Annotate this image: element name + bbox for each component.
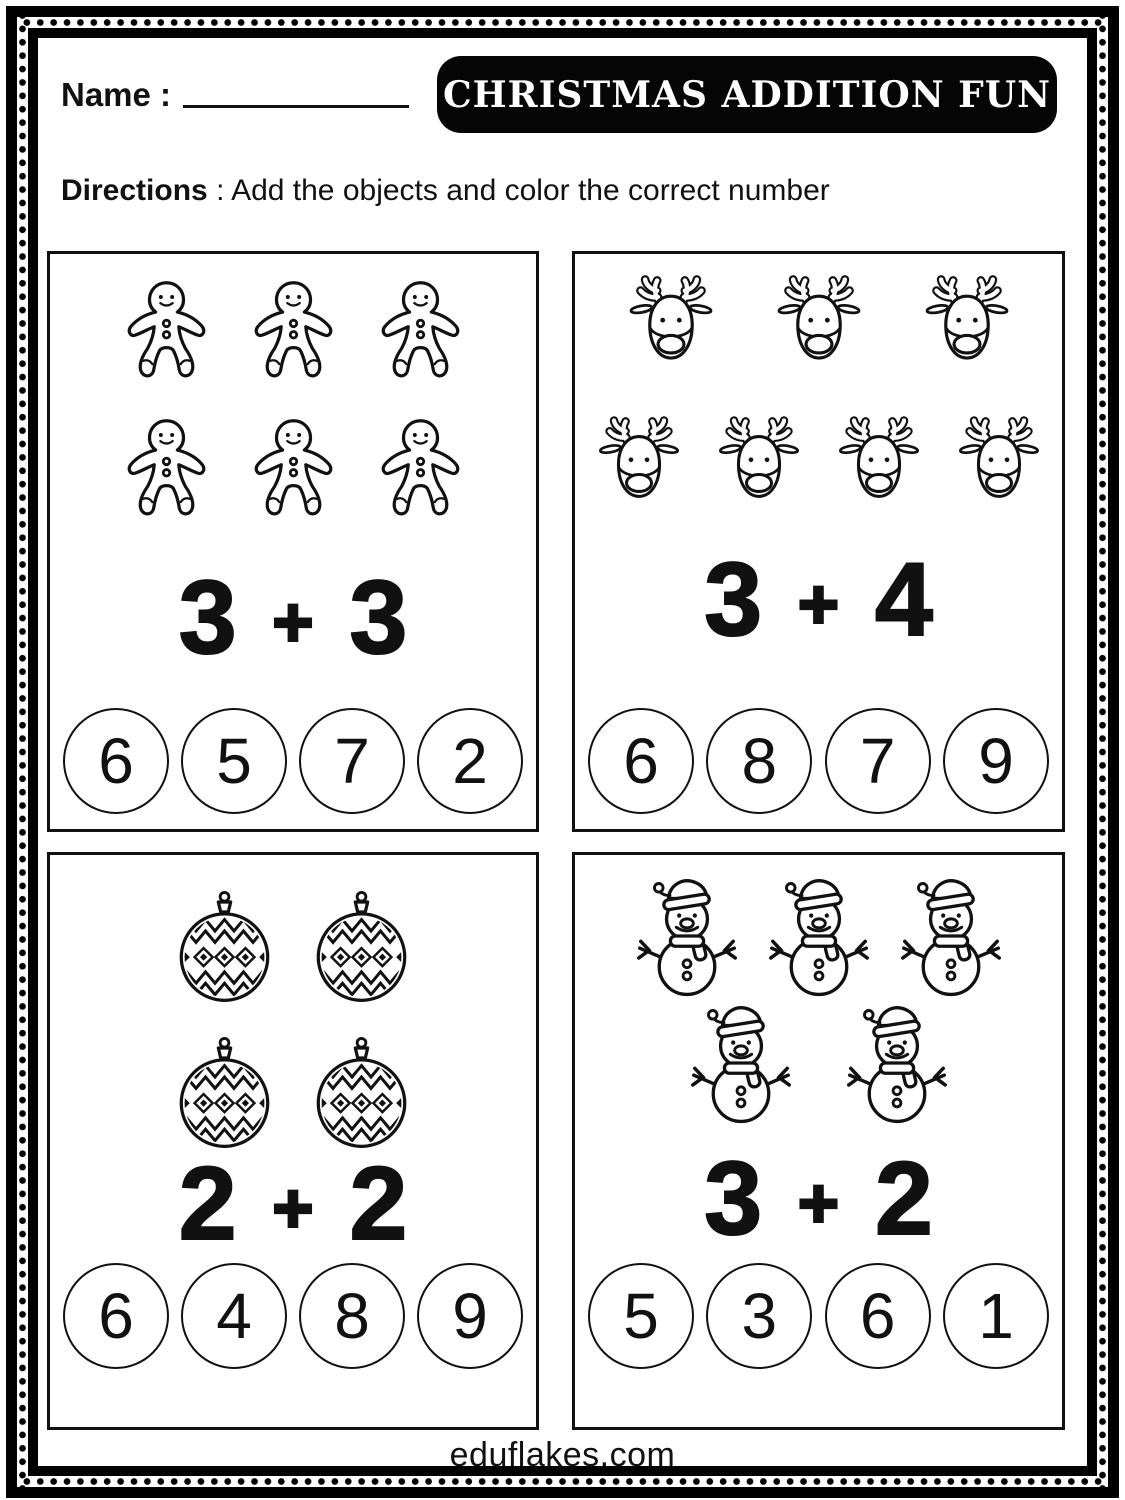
problem-card-gingerbread (47, 251, 539, 832)
name-label: Name : (61, 76, 172, 113)
gingerbread-man-icon (246, 417, 341, 521)
name-row (61, 78, 409, 111)
snowman-icon (895, 875, 1007, 997)
directions-text: : Add the objects and color the correct number (216, 174, 830, 207)
problem-card-reindeer (572, 251, 1065, 832)
plus-operator: + (272, 582, 314, 661)
answer-number: 9 (452, 1280, 488, 1352)
answer-circle[interactable] (417, 1263, 523, 1369)
answer-number: 6 (859, 1280, 896, 1352)
snowman-icon (685, 1002, 797, 1124)
ornament-icon (314, 1036, 409, 1155)
answer-circle[interactable] (943, 1263, 1049, 1369)
reindeer-icon (611, 274, 731, 371)
dotted-border-bottom (18, 1476, 1107, 1487)
addend-2: 2 (874, 1141, 933, 1257)
answer-circle[interactable] (181, 708, 287, 814)
object-row (119, 417, 468, 521)
reindeer-icon (821, 415, 937, 509)
reindeer-icon (701, 415, 817, 509)
answer-number: 4 (216, 1280, 252, 1352)
answer-choices (575, 1263, 1062, 1369)
object-row (611, 274, 1027, 371)
ornament-icon (177, 1036, 272, 1155)
answer-circle[interactable] (706, 708, 812, 814)
reindeer-icon (759, 274, 879, 371)
directions (61, 174, 830, 208)
name-blank-line[interactable] (183, 101, 409, 108)
addend-2: 2 (349, 1146, 408, 1262)
answer-number: 6 (98, 1280, 134, 1352)
answer-number: 5 (216, 725, 252, 797)
object-row (119, 279, 468, 383)
problem-card-snowmen (572, 852, 1065, 1430)
gingerbread-man-icon (373, 279, 468, 383)
object-group-ornaments (50, 890, 536, 1155)
page-title: CHRISTMAS ADDITION FUN (442, 73, 1052, 116)
answer-number: 5 (623, 1280, 659, 1352)
dotted-border-left (17, 17, 28, 1487)
object-row (581, 415, 1057, 509)
problem-card-ornaments (47, 852, 539, 1430)
reindeer-icon (581, 415, 697, 509)
plus-operator: + (798, 564, 839, 643)
answer-circle[interactable] (588, 1263, 694, 1369)
answer-number: 6 (623, 725, 659, 797)
plus-operator: + (798, 1163, 839, 1242)
addend-1: 3 (704, 1141, 763, 1257)
gingerbread-man-icon (119, 279, 214, 383)
answer-circle[interactable] (588, 708, 694, 814)
object-group-gingerbread (50, 279, 536, 521)
answer-number: 8 (334, 1280, 370, 1352)
answer-circle[interactable] (706, 1263, 812, 1369)
answer-number: 7 (334, 725, 370, 797)
reindeer-icon (907, 274, 1027, 371)
answer-circle[interactable] (181, 1263, 287, 1369)
title-banner (437, 56, 1057, 133)
object-group-snowmen (575, 875, 1062, 1124)
equation (575, 1141, 1062, 1257)
gingerbread-man-icon (373, 417, 468, 521)
answer-number: 1 (978, 1280, 1014, 1352)
worksheet-content (38, 38, 1087, 1474)
gingerbread-man-icon (246, 279, 341, 383)
answer-number: 6 (98, 725, 134, 797)
gingerbread-man-icon (119, 417, 214, 521)
answer-number: 7 (859, 725, 896, 797)
answer-choices (50, 1263, 536, 1369)
plus-operator: + (272, 1168, 314, 1247)
snowman-icon (763, 875, 875, 997)
answer-number: 9 (978, 725, 1014, 797)
answer-circle[interactable] (63, 1263, 169, 1369)
answer-number: 3 (741, 1280, 778, 1352)
addend-1: 3 (704, 542, 763, 658)
equation (50, 560, 536, 676)
addend-2: 3 (349, 560, 408, 676)
snowman-icon (631, 875, 743, 997)
directions-label: Directions (61, 174, 208, 207)
answer-circle[interactable] (299, 708, 405, 814)
addend-1: 3 (178, 560, 237, 676)
dotted-border-top (18, 17, 1107, 28)
answer-choices (50, 708, 536, 814)
addend-1: 2 (178, 1146, 237, 1262)
ornament-icon (177, 890, 272, 1009)
object-row (177, 1036, 409, 1155)
footer-site-text: eduflakes.com (449, 1436, 676, 1474)
answer-choices (575, 708, 1062, 814)
answer-number: 2 (452, 725, 488, 797)
dotted-border-right (1097, 17, 1108, 1487)
reindeer-icon (941, 415, 1057, 509)
addend-2: 4 (874, 542, 933, 658)
answer-circle[interactable] (299, 1263, 405, 1369)
equation (50, 1146, 536, 1262)
object-group-reindeer (575, 274, 1062, 509)
answer-circle[interactable] (417, 708, 523, 814)
object-row (685, 1002, 953, 1124)
snowman-icon (841, 1002, 953, 1124)
object-row (177, 890, 409, 1009)
ornament-icon (314, 890, 409, 1009)
object-row (631, 875, 1007, 997)
answer-circle[interactable] (825, 708, 931, 814)
answer-number: 8 (741, 725, 778, 797)
answer-circle[interactable] (825, 1263, 931, 1369)
answer-circle[interactable] (63, 708, 169, 814)
equation (575, 542, 1062, 658)
answer-circle[interactable] (943, 708, 1049, 814)
